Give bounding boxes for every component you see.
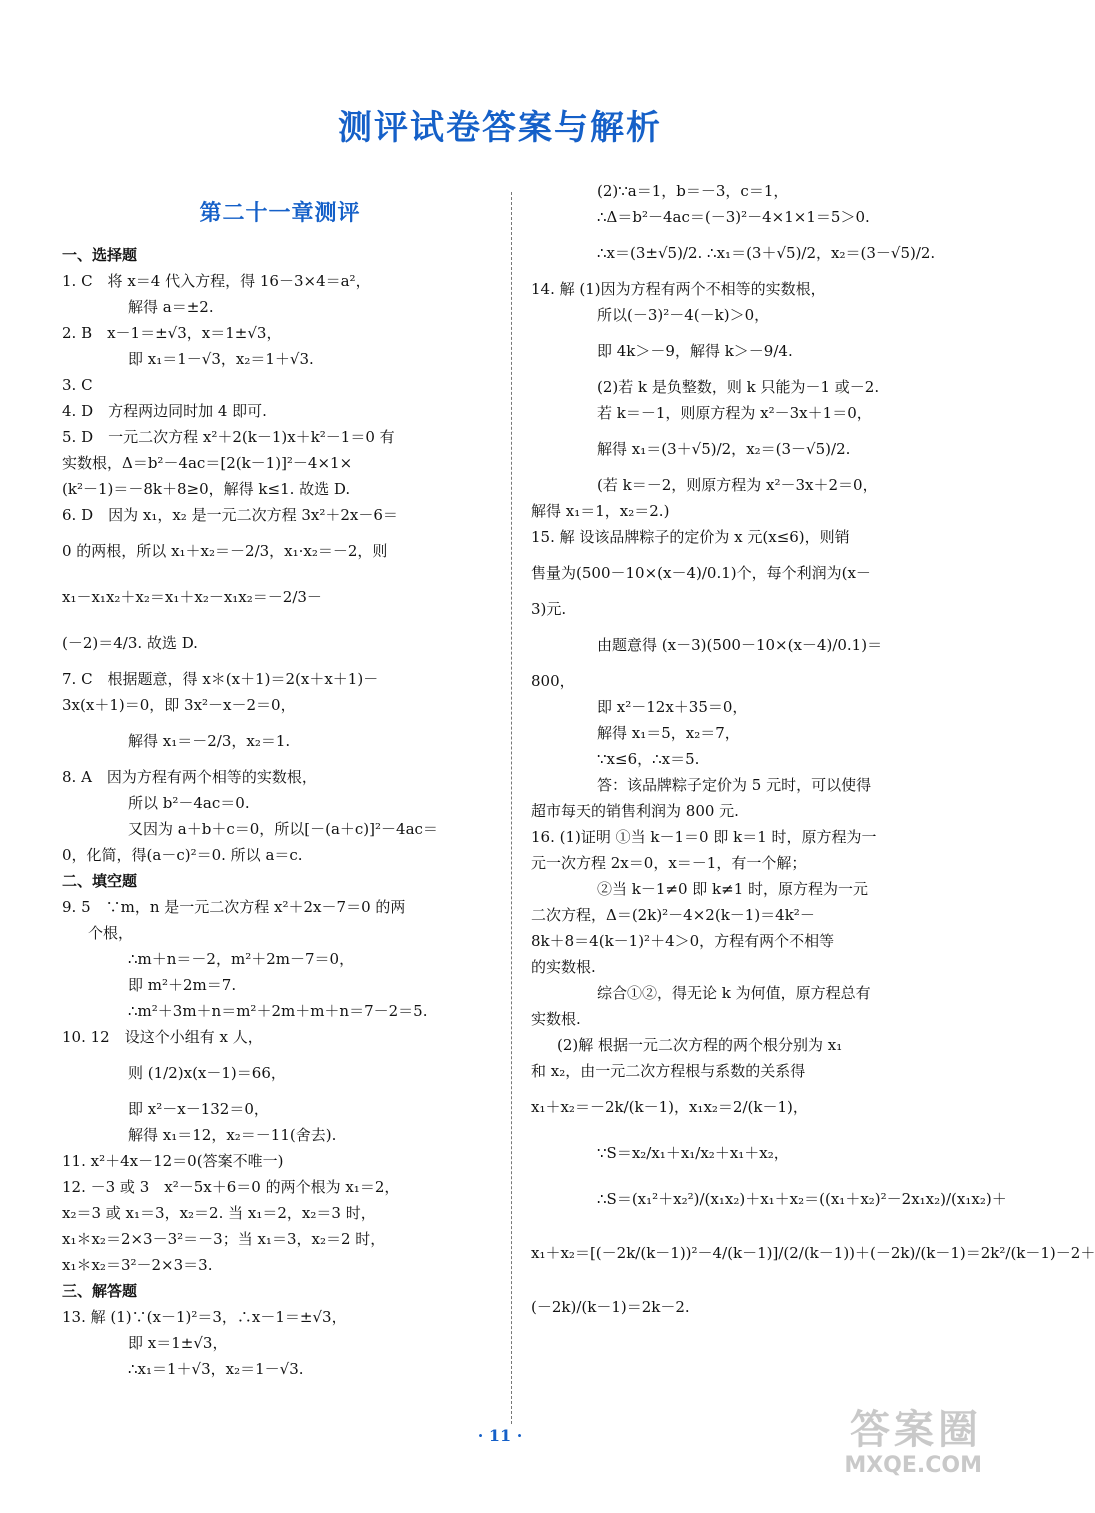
text-line: ∵S＝x₂/x₁＋x₁/x₂＋x₁＋x₂， (597, 1144, 789, 1162)
text-line: 解得 a＝±2. (128, 298, 214, 316)
text-line: 1. C 将 x＝4 代入方程，得 16－3×4＝a²， (62, 272, 371, 290)
chapter-title: 第二十一章测评 (199, 201, 361, 226)
text-line: 个根， (88, 924, 134, 942)
text-line: 二次方程，Δ＝(2k)²－4×2(k－1)＝4k²－ (531, 906, 815, 924)
text-line: 7. C 根据题意，得 x＊(x＋1)＝2(x＋x＋1)－ (62, 670, 379, 688)
text-line: 由题意得 (x－3)(500－10×(x－4)/0.1)＝ (597, 636, 883, 654)
watermark-logo (802, 1407, 982, 1487)
text-line: 8k＋8＝4(k－1)²＋4＞0，方程有两个不相等 (531, 932, 835, 950)
text-line: 0 的两根，所以 x₁＋x₂＝－2/3，x₁·x₂＝－2，则 (62, 542, 388, 560)
text-line: 800， (531, 672, 575, 690)
text-line: 的实数根. (531, 958, 596, 976)
text-line: 即 x₁＝1－√3，x₂＝1＋√3. (128, 350, 314, 368)
text-line: 3)元. (531, 600, 567, 618)
text-line: (k²－1)＝－8k＋8≥0，解得 k≤1. 故选 D. (62, 480, 351, 498)
text-line: x₁＊x₂＝2×3－3²＝－3；当 x₁＝3，x₂＝2 时， (62, 1230, 386, 1248)
text-line: x₁＋x₂＝[(－2k/(k－1))²－4/(k－1)]/(2/(k－1))＋(－2k)/(k－1)＝2k²/(k－1)－2＋ (531, 1244, 1095, 1262)
text-line: 即 x²－12x＋35＝0， (597, 698, 748, 716)
right-column (531, 178, 1095, 1330)
text-line: 即 x²－x－132＝0， (128, 1100, 269, 1118)
text-line: ②当 k－1≠0 即 k≠1 时，原方程为一元 (597, 880, 869, 898)
text-line: 实数根，Δ＝b²－4ac＝[2(k－1)]²－4×1× (62, 454, 353, 472)
text-line: 售量为(500－10×(x－4)/0.1)个，每个利润为(x－ (531, 564, 871, 582)
text-line: 和 x₂，由一元二次方程根与系数的关系得 (531, 1062, 806, 1080)
text-line: 元一次方程 2x＝0，x＝－1，有一个解； (531, 854, 807, 872)
text-line: 12. －3 或 3 x²－5x＋6＝0 的两个根为 x₁＝2， (62, 1178, 400, 1196)
text-line: 所以 b²－4ac＝0. (128, 794, 250, 812)
text-line: 即 x＝1±√3， (128, 1334, 228, 1352)
text-line: (2)解 根据一元二次方程的两个根分别为 x₁ (557, 1036, 843, 1054)
text-line: 8. A 因为方程有两个相等的实数根， (62, 768, 317, 786)
watermark-text: 答案圈 (850, 1407, 982, 1453)
text-line: 综合①②，得无论 k 为何值，原方程总有 (597, 984, 871, 1002)
text-line: 所以(－3)²－4(－k)＞0， (597, 306, 770, 324)
text-line: ∴m＋n＝－2，m²＋2m－7＝0， (128, 950, 355, 968)
section-heading: 三、解答题 (62, 1282, 138, 1300)
text-line: 又因为 a＋b＋c＝0，所以[－(a＋c)]²－4ac＝ (128, 820, 438, 838)
text-line: (－2k)/(k－1)＝2k－2. (531, 1298, 690, 1316)
text-line: ∴Δ＝b²－4ac＝(－3)²－4×1×1＝5＞0. (597, 208, 870, 226)
text-line: ∴m²＋3m＋n＝m²＋2m＋m＋n＝7－2＝5. (128, 1002, 428, 1020)
text-line: 解得 x₁＝－2/3，x₂＝1. (128, 732, 291, 750)
text-line: (2)若 k 是负整数，则 k 只能为－1 或－2. (597, 378, 880, 396)
text-line: 3. C (62, 376, 93, 394)
text-line: 16. (1)证明 ①当 k－1＝0 即 k＝1 时，原方程为一 (531, 828, 877, 846)
text-line: 13. 解 (1)∵(x－1)²＝3，∴x－1＝±√3， (62, 1308, 347, 1326)
text-line: 实数根. (531, 1010, 581, 1028)
text-line: 5. D 一元二次方程 x²＋2(k－1)x＋k²－1＝0 有 (62, 428, 395, 446)
text-line: 即 m²＋2m＝7. (128, 976, 237, 994)
text-line: 9. 5 ∵m，n 是一元二次方程 x²＋2x－7＝0 的两 (62, 898, 406, 916)
text-line: 11. x²＋4x－12＝0(答案不唯一) (62, 1152, 284, 1170)
text-line: (若 k＝－2，则原方程为 x²－3x＋2＝0， (597, 476, 878, 494)
text-line: (2)∵a＝1，b＝－3，c＝1， (597, 182, 789, 200)
page-title: 测评试卷答案与解析 (338, 108, 662, 148)
text-line: 则 (1/2)x(x－1)＝66， (128, 1064, 286, 1082)
text-line: x₁＊x₂＝3²－2×3＝3. (62, 1256, 213, 1274)
text-line: 4. D 方程两边同时加 4 即可. (62, 402, 267, 420)
text-line: 答：该品牌粽子定价为 5 元时，可以使得 (597, 776, 872, 794)
text-line: x₁＋x₂＝－2k/(k－1)，x₁x₂＝2/(k－1)， (531, 1098, 808, 1116)
text-line: 解得 x₁＝(3＋√5)/2，x₂＝(3－√5)/2. (597, 440, 851, 458)
watermark-url: MXQE.COM (844, 1453, 982, 1478)
text-line: 解得 x₁＝5，x₂＝7， (597, 724, 740, 742)
section-heading: 一、选择题 (62, 246, 138, 264)
text-line: 14. 解 (1)因为方程有两个不相等的实数根， (531, 280, 826, 298)
text-line: 即 4k＞－9，解得 k＞－9/4. (597, 342, 793, 360)
text-line: 0，化简，得(a－c)²＝0. 所以 a＝c. (62, 846, 303, 864)
text-line: ∵x≤6，∴x＝5. (597, 750, 700, 768)
text-line: x₂＝3 或 x₁＝3，x₂＝2. 当 x₁＝2，x₂＝3 时， (62, 1204, 376, 1222)
text-line: 15. 解 设该品牌粽子的定价为 x 元(x≤6)，则销 (531, 528, 850, 546)
text-line: 2. B x－1＝±√3，x＝1±√3， (62, 324, 282, 342)
text-line: 超市每天的销售利润为 800 元. (531, 802, 739, 820)
section-heading: 二、填空题 (62, 872, 138, 890)
page-number: · 11 · (477, 1426, 523, 1445)
column-divider (511, 192, 512, 1424)
left-column (62, 242, 492, 1382)
text-line: ∴x＝(3±√5)/2. ∴x₁＝(3＋√5)/2，x₂＝(3－√5)/2. (597, 244, 936, 262)
text-line: 解得 x₁＝12，x₂＝－11(舍去). (128, 1126, 337, 1144)
text-line: 3x(x＋1)＝0，即 3x²－x－2＝0， (62, 696, 296, 714)
text-line: (－2)＝4/3. 故选 D. (62, 634, 198, 652)
text-line: x₁－x₁x₂＋x₂＝x₁＋x₂－x₁x₂＝－2/3－ (62, 588, 322, 606)
text-line: ∴S＝(x₁²＋x₂²)/(x₁x₂)＋x₁＋x₂＝((x₁＋x₂)²－2x₁x₂)/(x₁x₂)＋ (597, 1190, 1007, 1208)
text-line: 6. D 因为 x₁，x₂ 是一元二次方程 3x²＋2x－6＝ (62, 506, 398, 524)
text-line: 10. 12 设这个小组有 x 人， (62, 1028, 263, 1046)
text-line: 解得 x₁＝1，x₂＝2.) (531, 502, 670, 520)
text-line: 若 k＝－1，则原方程为 x²－3x＋1＝0， (597, 404, 872, 422)
text-line: ∴x₁＝1＋√3，x₂＝1－√3. (128, 1360, 304, 1378)
